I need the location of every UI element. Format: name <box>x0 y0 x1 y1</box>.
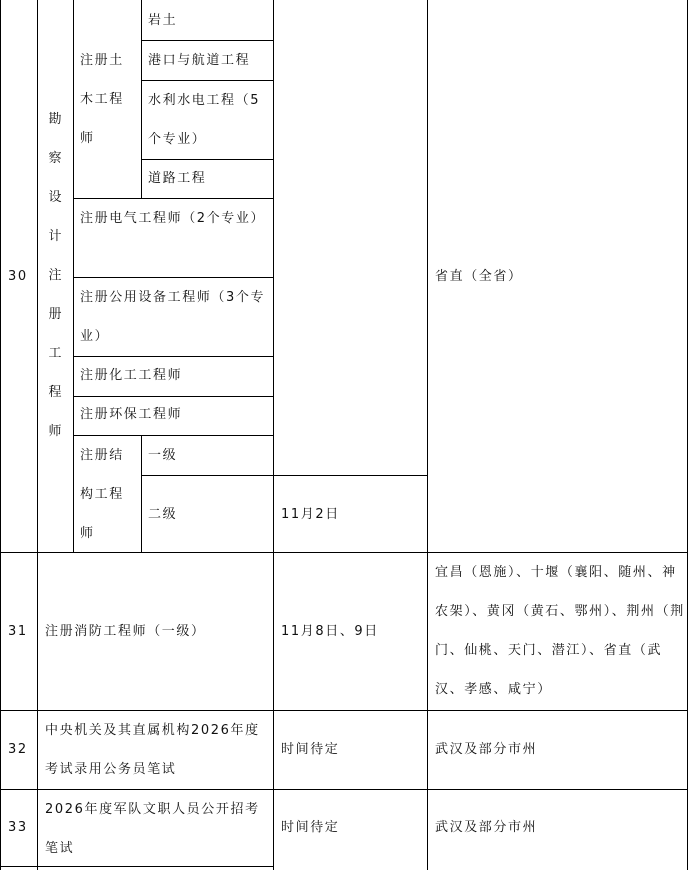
col-divider-no <box>37 0 38 870</box>
structural-level-2: 二级 <box>148 507 178 522</box>
row-number-31: 31 <box>8 624 28 639</box>
category-char: 设 <box>48 190 62 205</box>
category-char: 计 <box>48 229 62 244</box>
line-after-hydro <box>141 159 274 160</box>
category-char: 工 <box>48 346 62 361</box>
civil-specialty-hydro: 水利水电工程（5个专业） <box>148 93 261 147</box>
category-char: 注 <box>48 268 62 283</box>
category-char: 册 <box>48 307 62 322</box>
electrical-engineer: 注册电气工程师（2个专业） <box>80 211 266 226</box>
exam-name-32: 中央机关及其直属机构2026年度考试录用公务员笔试 <box>45 723 260 777</box>
category-survey-design <box>45 100 65 451</box>
civil-specialty-port: 港口与航道工程 <box>148 53 251 68</box>
civil-specialty-rock: 岩土 <box>148 13 178 28</box>
line-after-utility <box>73 356 274 357</box>
utility-equipment-engineer: 注册公用设备工程师（3个专业） <box>80 290 266 344</box>
line-after-level1 <box>141 475 428 476</box>
exam-date-32: 时间待定 <box>281 742 340 757</box>
civil-specialty-road: 道路工程 <box>148 171 207 186</box>
col-divider-date <box>427 0 428 870</box>
exam-date-33: 时间待定 <box>281 820 340 835</box>
category-char: 程 <box>48 385 62 400</box>
row-number-32: 32 <box>8 742 28 757</box>
category-char: 勘 <box>48 112 62 127</box>
region-31: 宜昌（恩施）、十堰（襄阳、随州、神农架）、黄冈（黄石、鄂州）、荆州（荆门、仙桃、天门、潜江）、省直（武汉、孝感、咸宁） <box>435 565 685 697</box>
category-char: 师 <box>48 424 62 439</box>
exam-date-31: 11月8日、9日 <box>281 624 379 639</box>
line-after-rock <box>141 40 274 41</box>
chemical-engineer: 注册化工工程师 <box>80 368 183 383</box>
line-after-chemical <box>73 396 274 397</box>
sub-structural-engineer: 注册结构工程师 <box>80 448 124 541</box>
region-30: 省直（全省） <box>435 269 523 284</box>
region-33: 武汉及部分市州 <box>435 820 538 835</box>
table-left-border <box>0 0 1 870</box>
region-32: 武汉及部分市州 <box>435 742 538 757</box>
exam-name-33: 2026年度军队文职人员公开招考笔试 <box>45 802 260 856</box>
sub-civil-engineer: 注册土木工程师 <box>80 53 124 146</box>
environmental-engineer: 注册环保工程师 <box>80 407 183 422</box>
structural-level-1: 一级 <box>148 448 178 463</box>
col-divider-structural <box>141 435 142 553</box>
col-divider-civil <box>141 0 142 198</box>
row-number-30: 30 <box>8 269 28 284</box>
category-char: 察 <box>48 151 62 166</box>
exam-name-31: 注册消防工程师（一级） <box>45 624 206 639</box>
row-number-33: 33 <box>8 820 28 835</box>
exam-date-level2: 11月2日 <box>281 507 340 522</box>
